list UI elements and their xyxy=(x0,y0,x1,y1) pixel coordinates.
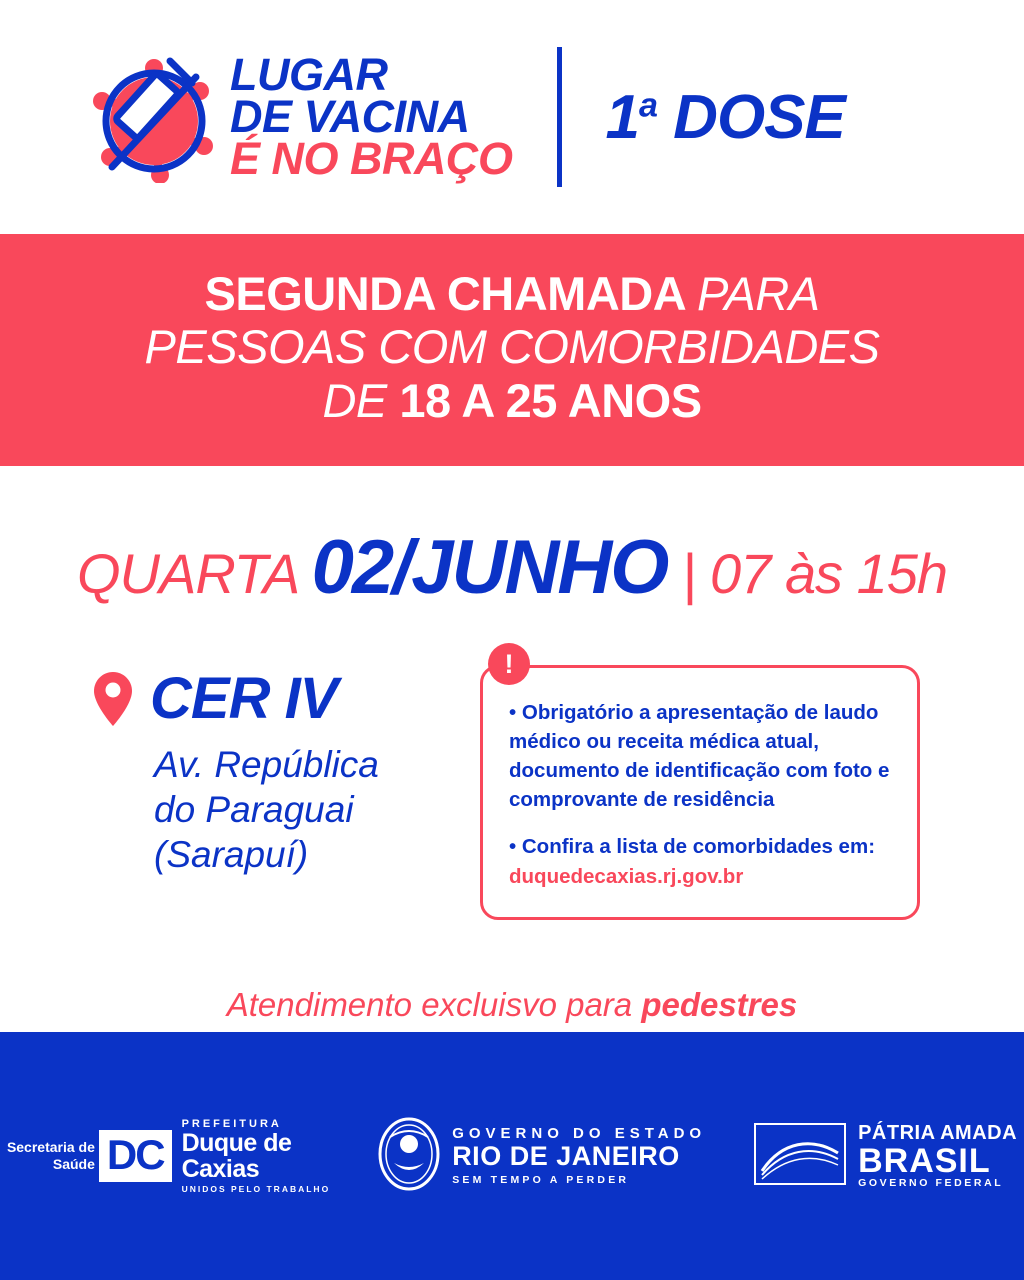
date-day-month: 02/JUNHO xyxy=(311,525,668,610)
pedestrian-note-prefix: Atendimento excluisvo para xyxy=(226,985,642,1023)
call-banner xyxy=(0,234,1024,466)
banner-line-1 xyxy=(40,267,984,320)
pedestrian-note xyxy=(0,986,1024,1024)
logo-line-3: É NO BRAÇO xyxy=(230,133,513,185)
virus-syringe-icon xyxy=(88,51,220,183)
footer-logos xyxy=(0,1032,1024,1280)
brasil-line-1: PÁTRIA AMADA xyxy=(858,1122,1018,1145)
location-block xyxy=(0,665,470,877)
rj-line-2: RIO DE JANEIRO xyxy=(452,1141,680,1172)
notice-item-1: • Obrigatório a apresentação de laudo médico ou receita médica atual, documento de identificação com foto e comprovante de residência xyxy=(509,701,890,812)
secretaria-saude-label xyxy=(7,1139,95,1173)
dc-line-1: PREFEITURA xyxy=(181,1117,282,1130)
poster-header xyxy=(0,0,1024,234)
dose-ordinal: a xyxy=(639,85,657,124)
requirements-notice xyxy=(480,648,920,920)
campaign-logo-text xyxy=(230,48,513,185)
secretaria-line-2: Saúde xyxy=(52,1156,95,1172)
address-line-3: (Sarapuí) xyxy=(154,834,309,876)
date-row xyxy=(0,466,1024,611)
pedestrian-note-strong: pedestres xyxy=(641,985,798,1023)
secretaria-line-1: Secretaria de xyxy=(6,1139,95,1156)
location-address xyxy=(92,742,470,877)
notice-item-2-prefix: • Confira a lista de comorbidades em: xyxy=(509,835,876,859)
location-header xyxy=(92,665,470,732)
dc-logo xyxy=(99,1119,330,1194)
date-time: 07 às 15h xyxy=(710,542,947,605)
dc-line-2: Duque de xyxy=(181,1129,292,1158)
dose-text: DOSE xyxy=(656,82,845,152)
dc-wordmark xyxy=(182,1119,331,1194)
rj-line-1: GOVERNO DO ESTADO xyxy=(452,1124,707,1142)
notice-box xyxy=(480,665,920,920)
dose-number: 1 xyxy=(605,82,639,152)
banner-line-1-light: PARA xyxy=(696,267,820,321)
rj-line-3: SEM TEMPO A PERDER xyxy=(452,1173,630,1186)
banner-line-2: PESSOAS COM COMORBIDADES xyxy=(144,320,880,374)
brasil-wordmark xyxy=(858,1123,1017,1189)
dose-label xyxy=(606,82,845,153)
logo-line-2: DE VACINA xyxy=(230,90,470,142)
governo-federal-logo xyxy=(754,1123,1017,1190)
notice-item-2 xyxy=(509,832,891,890)
dc-line-3: Caxias xyxy=(181,1155,260,1184)
banner-line-1-strong: SEGUNDA CHAMADA xyxy=(204,267,697,321)
rj-wordmark xyxy=(452,1126,706,1187)
banner-line-3-strong: 18 A 25 ANOS xyxy=(399,373,702,427)
address-line-1: Av. República xyxy=(154,744,379,785)
rj-coat-of-arms-icon xyxy=(378,1117,440,1196)
date-weekday: QUARTA xyxy=(76,542,312,605)
notice-website-link[interactable]: duquedecaxias.rj.gov.br xyxy=(509,864,744,888)
brasil-line-2: BRASIL xyxy=(858,1141,991,1180)
brasil-line-3: GOVERNO FEDERAL xyxy=(858,1177,1004,1190)
header-divider xyxy=(557,47,562,187)
banner-line-3-light: DE xyxy=(322,373,400,427)
alert-exclamation-icon: ! xyxy=(488,643,530,685)
location-pin-icon xyxy=(92,671,134,727)
date-separator: | xyxy=(667,542,711,605)
location-and-notice xyxy=(0,611,1024,920)
address-line-2: do Paraguai xyxy=(154,789,354,831)
banner-line-3 xyxy=(40,374,984,427)
location-name: CER IV xyxy=(150,666,338,731)
governo-rj-logo xyxy=(378,1117,706,1196)
logo-line-1: LUGAR xyxy=(230,48,388,100)
dc-badge: DC xyxy=(99,1130,172,1182)
brasil-flag-swoosh-icon xyxy=(754,1123,846,1190)
prefeitura-logo xyxy=(7,1119,330,1194)
dc-line-4: UNIDOS PELO TRABALHO xyxy=(181,1183,331,1194)
